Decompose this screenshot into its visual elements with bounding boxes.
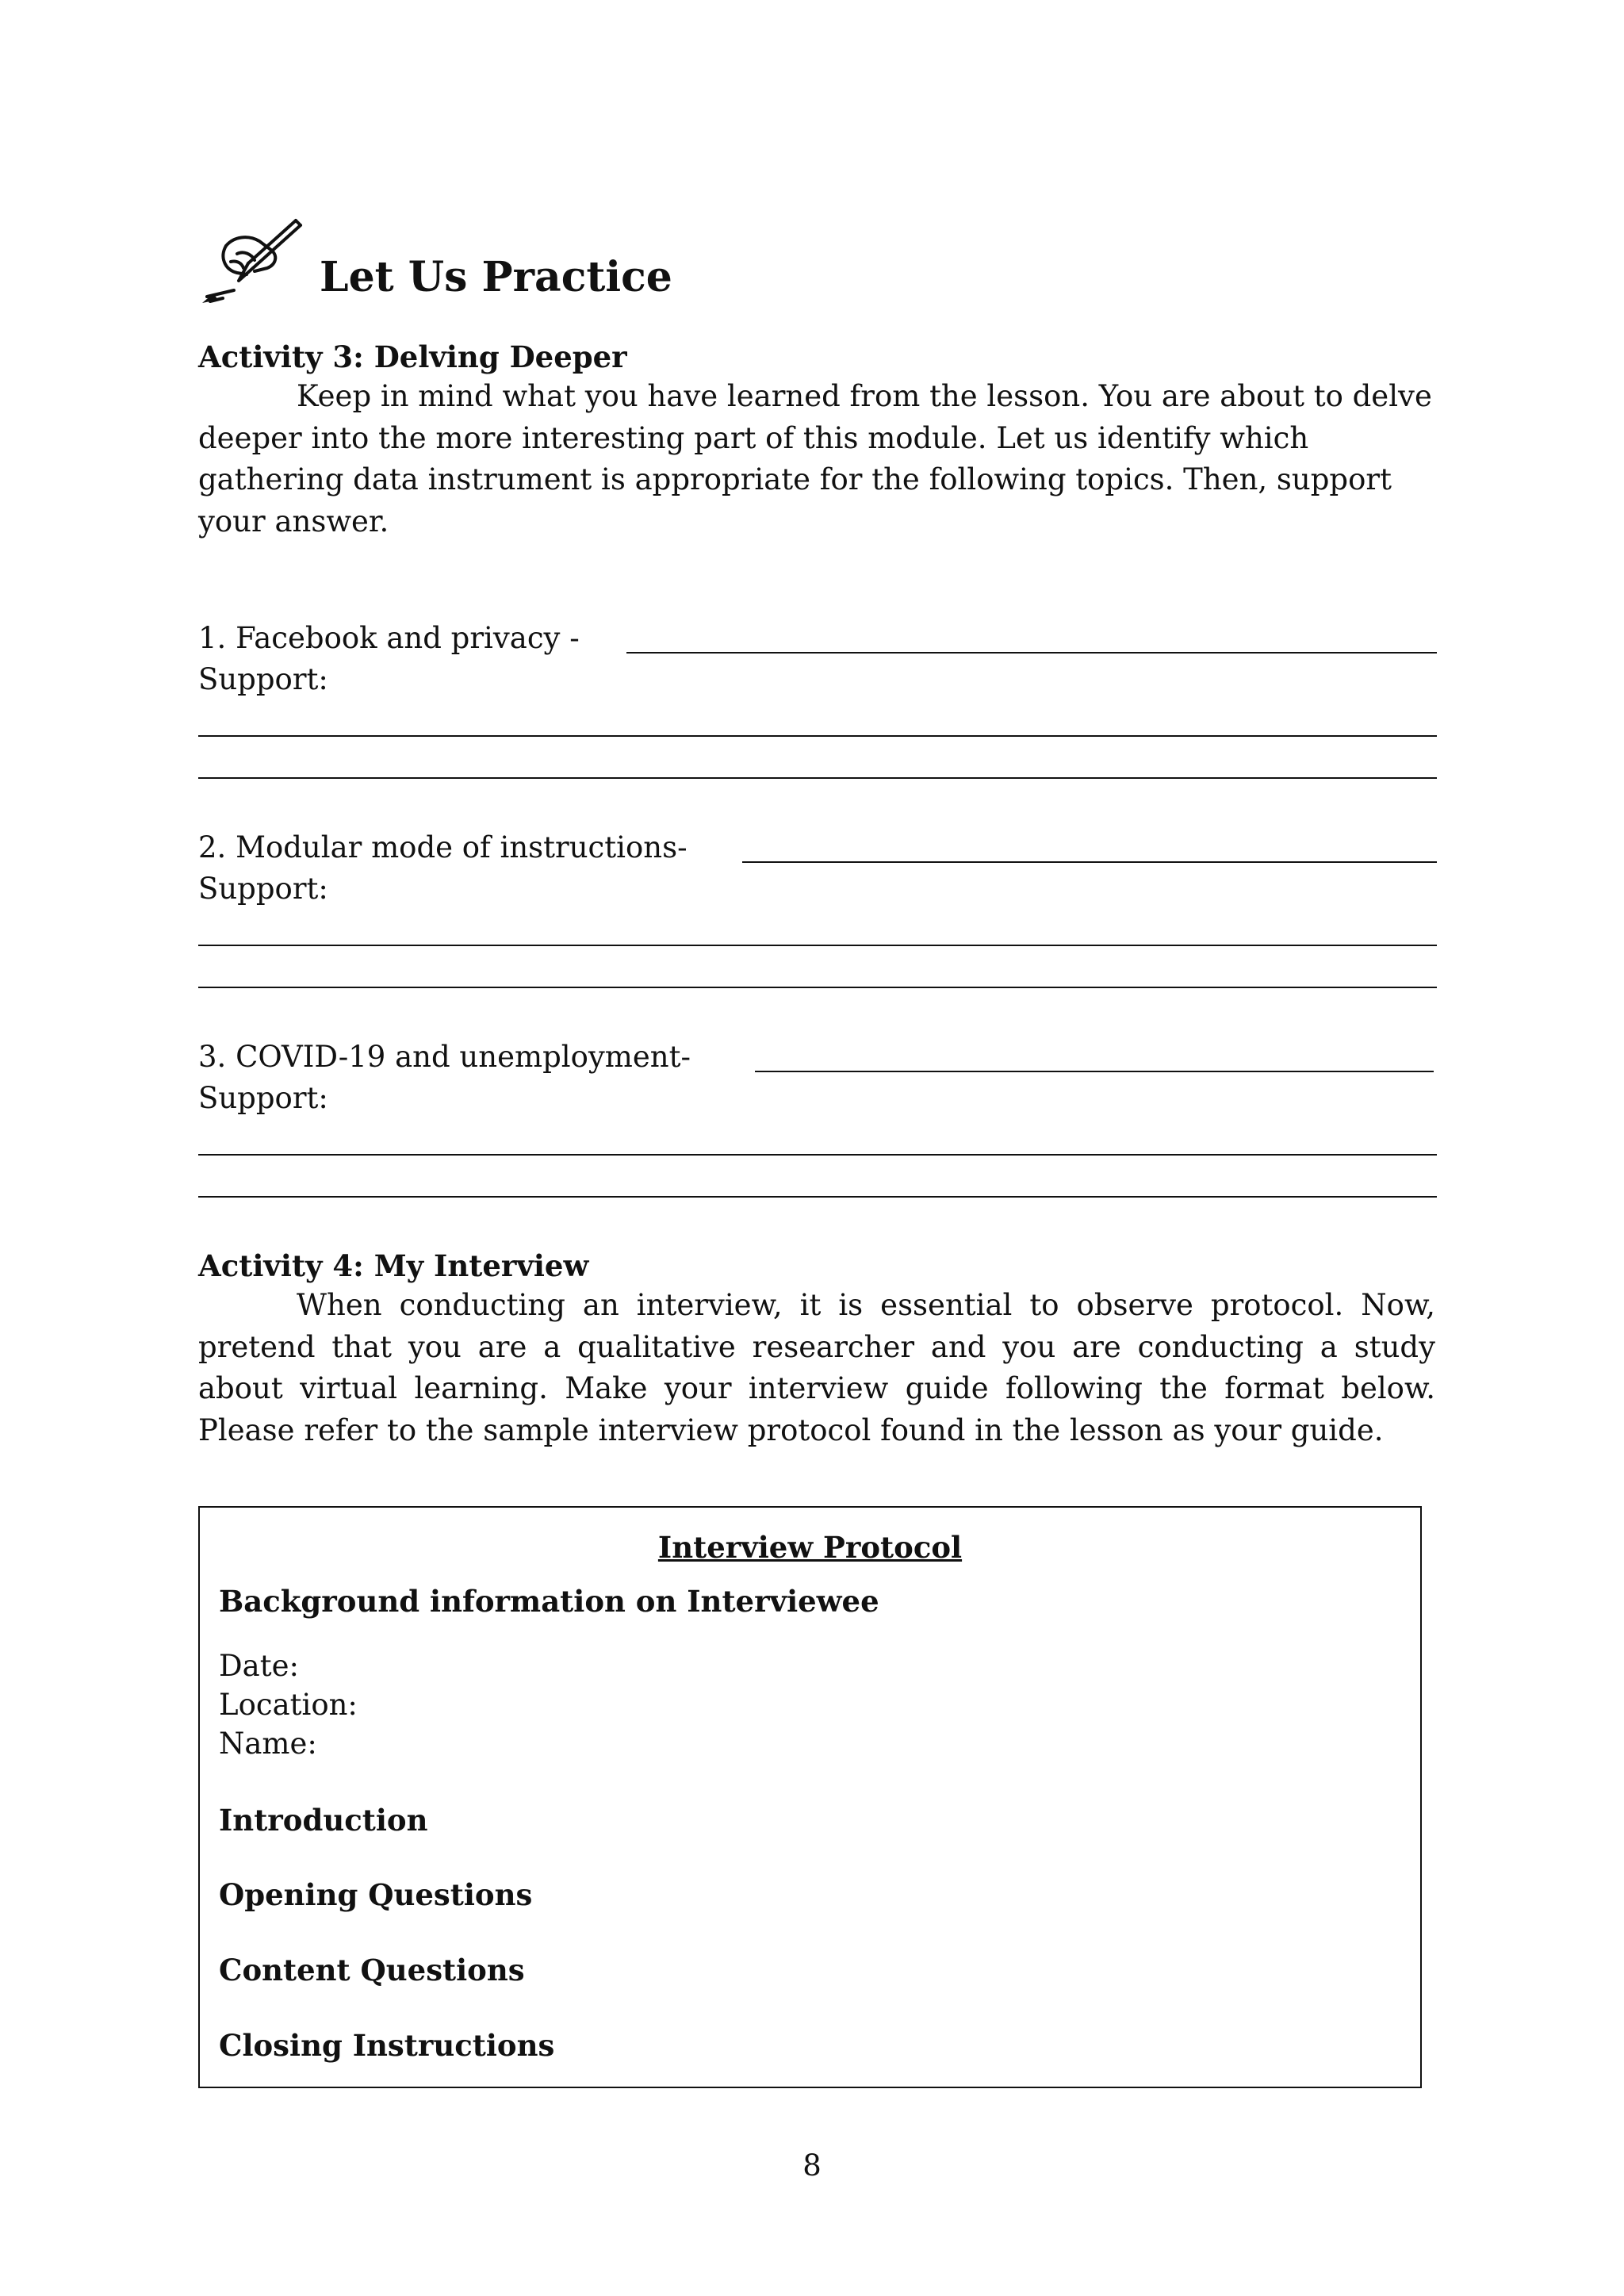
question-1-support-line-1[interactable]	[198, 735, 1437, 737]
location-label: Location:	[219, 1688, 358, 1722]
question-2-support-line-2[interactable]	[198, 987, 1437, 988]
protocol-title: Interview Protocol	[657, 1530, 963, 1565]
question-2-label: 2. Modular mode of instructions-	[198, 830, 688, 864]
interview-protocol-box	[198, 1506, 1422, 2088]
activity4-instructions: When conducting an interview, it is essential to observe protocol. Now, pretend that you are a qualitative researcher and you are conducting a study about virtual learning. Make your interview guide following the format below. Please refer to the sample interview protocol found in the lesson as your guide.	[198, 1288, 1435, 1447]
question-2-answer-line[interactable]	[742, 861, 1437, 863]
question-1-label: 1. Facebook and privacy -	[198, 621, 580, 655]
pen-writing-icon	[202, 214, 305, 308]
question-3-answer-line[interactable]	[755, 1071, 1434, 1072]
question-1-support-line-2[interactable]	[198, 777, 1437, 779]
page-title: Let Us Practice	[320, 253, 672, 301]
opening-questions-heading: Opening Questions	[219, 1877, 533, 1912]
question-3-label: 3. COVID-19 and unemployment-	[198, 1040, 691, 1074]
page-number: 8	[802, 2148, 822, 2183]
activity4-heading: Activity 4: My Interview	[198, 1248, 589, 1283]
closing-instructions-heading: Closing Instructions	[219, 2028, 555, 2063]
question-1-answer-line[interactable]	[626, 652, 1437, 654]
question-2-support-label: Support:	[198, 872, 328, 906]
question-2-support-line-1[interactable]	[198, 945, 1437, 946]
question-3-support-line-1[interactable]	[198, 1154, 1437, 1156]
question-3-support-label: Support:	[198, 1081, 328, 1115]
background-heading: Background information on Interviewee	[219, 1584, 879, 1619]
activity3-heading: Activity 3: Delving Deeper	[198, 339, 627, 374]
question-3-support-line-2[interactable]	[198, 1196, 1437, 1198]
section-header	[202, 208, 995, 319]
date-label: Date:	[219, 1649, 299, 1683]
question-1-support-label: Support:	[198, 662, 328, 696]
activity3-instructions: Keep in mind what you have learned from the lesson. You are about to delve deeper into the more interesting part of this module. Let us identify which gathering data instrument is appropriate for the following topics. Then, support your answer.	[198, 379, 1432, 539]
content-questions-heading: Content Questions	[219, 1953, 525, 1987]
name-label: Name:	[219, 1727, 317, 1761]
introduction-heading: Introduction	[219, 1803, 428, 1838]
